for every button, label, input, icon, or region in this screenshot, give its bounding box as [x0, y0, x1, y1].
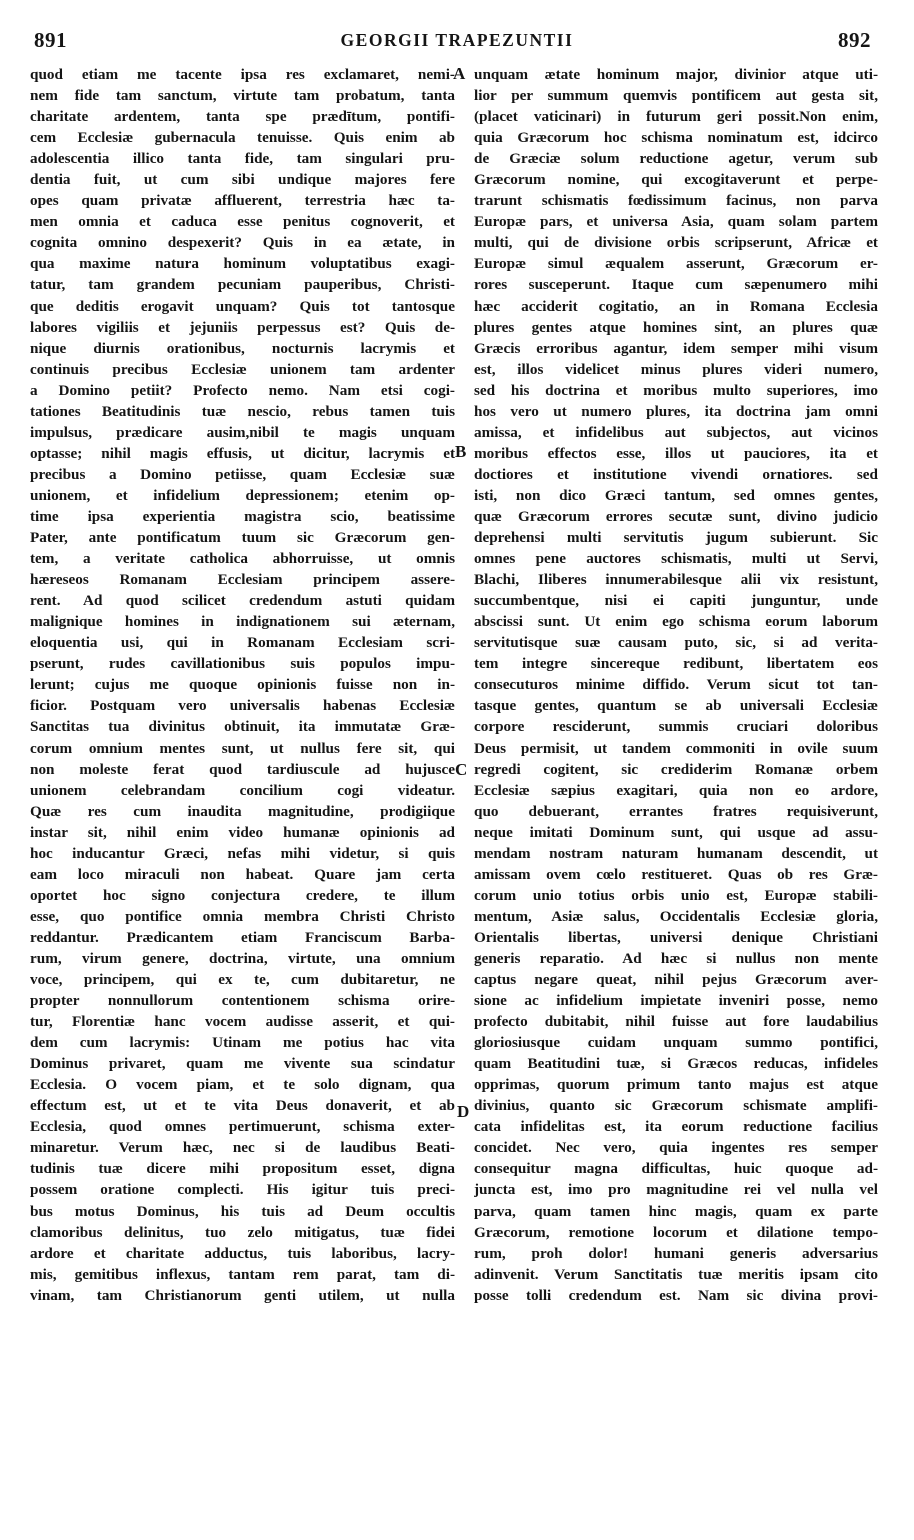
text-line: generis reparatio. Ad hæc si nullus non mente	[474, 949, 878, 967]
text-line: pserunt, rudes cavillationibus suis populos impu-	[30, 655, 455, 673]
text-line: cata infidelitas est, ita eorum reductione facilius	[474, 1118, 878, 1136]
text-line: reddantur. Prædicantem etiam Franciscum Barba-	[30, 928, 455, 946]
text-line: esse, quo pontifice omnia membra Christi Christo	[30, 907, 455, 925]
text-line: corum unio totius orbis unio est, Europæ stabili-	[474, 886, 878, 904]
text-line: plures gentes atque homines sint, an plures quæ	[474, 318, 878, 336]
text-line: optasse; nihil magis effusis, ut dicitur, lacrymis et	[30, 444, 455, 462]
text-line: a Domino petiit? Profecto nemo. Nam etsi cogi-	[30, 381, 455, 399]
text-line: est, illos videlicet minus plures videri numero,	[474, 360, 878, 378]
text-line: Quæ res cum inaudita magnitudine, prodigiique	[30, 802, 455, 820]
text-line: tur, Florentiæ hanc vocem audisse asserit, et qui-	[30, 1013, 455, 1031]
text-line: dentia fuit, ut cum sibi undique majores fere	[30, 171, 455, 189]
text-line: neque imitati Dominum sunt, qui usque ad assu-	[474, 823, 878, 841]
text-line: juncta est, imo pro magnitudine rei vel nulla vel	[474, 1181, 878, 1199]
text-line: regredi cogitent, sic crediderim Romanæ orbem	[474, 760, 878, 778]
text-line: trarunt schismatis fœdissimum facinus, non parva	[474, 192, 878, 210]
text-line: quo debuerant, errantes fratres requisiverunt,	[474, 802, 878, 820]
text-line: omnes pene auctores schismatis, multi ut Servi,	[474, 550, 878, 568]
text-line: sione ac infidelium impietate inveniri posse, nemo	[474, 992, 878, 1010]
text-line: eloquentia usi, qui in Romanam Ecclesiam scri-	[30, 634, 455, 652]
text-line: quam Beatitudini tuæ, si Græcos reducas, infideles	[474, 1055, 878, 1073]
text-line: hoc inducantur Græci, nefas mihi videtur, si quis	[30, 844, 455, 862]
text-line: quæ Græcorum errores secutæ sunt, divino judicio	[474, 507, 878, 525]
text-line: charitate ardentem, tanta spe prædītum, pontifi-	[30, 108, 455, 126]
text-line: instar sit, nihil enim video humanæ opinionis ad	[30, 823, 455, 841]
text-line: moribus effectos esse, illos ut pauciores, ita et	[474, 444, 878, 462]
text-line: rum, proh dolor! humani generis adversarius	[474, 1244, 878, 1262]
text-line: bus motus Dominus, his tuis ad Deum occultis	[30, 1202, 455, 1220]
text-line: Græcorum nomine, qui excogitaverunt et perpe-	[474, 171, 878, 189]
text-line: opes quam privatæ affluerent, terrestria hæc ta-	[30, 192, 455, 210]
text-line: adinvenit. Verum Sanctitatis tuæ meritis ipsam cito	[474, 1265, 878, 1283]
text-line: multi, qui de divisione orbis scripserunt, Africæ et	[474, 234, 878, 252]
text-line: ardore et charitate adductus, tuis laboribus, lacry-	[30, 1244, 455, 1262]
text-line: cem Ecclesiæ gubernacula tenuisse. Quis enim ab	[30, 129, 455, 147]
text-line: effectum est, ut et te vita Deus donaverit, et ab	[30, 1097, 455, 1115]
section-marker-c: C	[455, 760, 468, 779]
text-line: Orientalis libertas, universi denique Christiani	[474, 928, 878, 946]
text-line: de Græciæ solum reductione agetur, verum sub	[474, 150, 878, 168]
text-line: Blachi, Iliberes innumerabilesque alii vix resistunt,	[474, 571, 878, 589]
text-line: unionem, et infidelium depressionem; etenim op-	[30, 486, 455, 504]
text-line: hos vero ut numero plures, ita doctrina jam omni	[474, 402, 878, 420]
text-line: lior per summum quemvis pontificem aut gesta sit,	[474, 87, 878, 105]
text-line: vinam, tam Christianorum genti utilem, ut nulla	[30, 1286, 455, 1304]
text-line: rent. Ad quod scilicet credendum astuti quidam	[30, 592, 455, 610]
text-line: impulsus, prædicare ausim,nibil te magis unquam	[30, 423, 455, 441]
running-title: GEORGII TRAPEZUNTII	[340, 30, 574, 50]
section-marker-b: B	[455, 442, 467, 461]
section-marker-d: D	[457, 1102, 470, 1121]
text-line: lerunt; cujus me quoque opinionis fuisse non in-	[30, 676, 455, 694]
page-number-right: 892	[838, 28, 871, 52]
text-line: eam loco miraculi non habeat. Quare jam certa	[30, 865, 455, 883]
text-line: adolescentia illico tanta fide, tam singulari pru-	[30, 150, 455, 168]
text-line: dem cum lacrymis: Utinam me potius hac vita	[30, 1034, 455, 1052]
text-line: sed his doctrina et moribus multo superiores, imo	[474, 381, 878, 399]
text-line: hæc acciderit cogitatio, an in Romana Ecclesia	[474, 297, 878, 315]
text-line: profecto dubitabit, nihil fuisse aut fore laudabilius	[474, 1013, 878, 1031]
text-line: tatur, tam grandem pecuniam pauperibus, Christi-	[30, 276, 455, 294]
page-header	[0, 28, 914, 62]
text-line: rum, virum genere, doctrina, virtute, una omnium	[30, 949, 455, 967]
text-line: parva, quam tamen hinc magis, quam ex parte	[474, 1202, 878, 1220]
text-line: qua maxime natura hominum voluptatibus exagi-	[30, 255, 455, 273]
text-line: unionem celebrandam concilium cogi videatur.	[30, 781, 455, 799]
text-line: consequitur magna difficultas, huic quoque ad-	[474, 1160, 878, 1178]
text-line: corpore resciderunt, summis cruciari doloribus	[474, 718, 878, 736]
text-line: isti, non dico Græci tantum, sed omnes gentes,	[474, 486, 878, 504]
text-line: divinius, quanto sic Græcorum schismate amplifi-	[474, 1097, 878, 1115]
text-line: Deus permisit, ut tandem commoniti in ovile suum	[474, 739, 878, 757]
text-line: precibus a Domino petiisse, quam Ecclesiæ suæ	[30, 465, 455, 483]
text-line: tem, a veritate catholica abhorruisse, ut omnis	[30, 550, 455, 568]
text-line: rores susceperunt. Itaque cum sæpenumero mihi	[474, 276, 878, 294]
text-line: Europæ simul æqualem asserunt, Græcorum er-	[474, 255, 878, 273]
section-marker-a: A	[453, 64, 466, 83]
text-line: Europæ pars, et universa Asia, quam solam partem	[474, 213, 878, 231]
text-line: abscissi sunt. Ut enim ego schisma eorum laborum	[474, 613, 878, 631]
text-line: continuis precibus Ecclesiæ unionem tam ardenter	[30, 360, 455, 378]
text-line: posse tolli credendum est. Nam sic divina provi-	[474, 1286, 878, 1304]
text-line: Pater, ante pontificatum tuum sic Græcorum gen-	[30, 529, 455, 547]
text-line: captus negare queat, nihil pejus Græcorum aver-	[474, 971, 878, 989]
text-line: non moleste ferat quod tardiuscule ad hujusce	[30, 760, 455, 778]
text-line: Dominus privaret, quam me vivente sua scindatur	[30, 1055, 455, 1073]
text-line: quia Græcorum hoc schisma nominatum est, idcirco	[474, 129, 878, 147]
left-column	[30, 64, 455, 1306]
text-line: time ipsa experientia magistra scio, beatissime	[30, 507, 455, 525]
text-line: cognita omnino despexerit? Quis in ea ætate, in	[30, 234, 455, 252]
text-line: mentum, Asiæ salus, Occidentalis Ecclesiæ gloria,	[474, 907, 878, 925]
text-line: Ecclesia, quod omnes pertimuerunt, schisma exter-	[30, 1118, 455, 1136]
text-line: men omnia et caduca esse penitus cognoverit, et	[30, 213, 455, 231]
text-line: gloriosiusque cuidam unquam summo pontifici,	[474, 1034, 878, 1052]
text-line: oportet hoc signo conjectura credere, te illum	[30, 886, 455, 904]
text-line: deprehensi multi servitutis jugum subierunt. Sic	[474, 529, 878, 547]
text-line: consecuturos minime diffido. Verum sicut tot tan-	[474, 676, 878, 694]
text-line: unquam ætate hominum major, divinior atque uti-	[474, 66, 878, 83]
text-line: amissam ovem cœlo restitueret. Quas ob res Græ-	[474, 865, 878, 883]
text-line: mis, gemitibus inflexus, tantam rem parat, tam di-	[30, 1265, 455, 1283]
right-column	[474, 64, 878, 1306]
text-line: Sanctitas tua divinitus obtinuit, ita immutatæ Græ-	[30, 718, 455, 736]
text-line: Ecclesiæ sæpius exagitari, quia non eo ardore,	[474, 781, 878, 799]
text-line: voce, principem, qui ex te, cum dubitaretur, ne	[30, 971, 455, 989]
text-line: doctiores et institutione vivendi ornatiores. sed	[474, 465, 878, 483]
text-line: possem oratione complecti. His igitur tuis preci-	[30, 1181, 455, 1199]
text-line: opprimas, quorum primum tanto majus est atque	[474, 1076, 878, 1094]
text-line: labores vigiliis et jejuniis perpessus est? Quis de-	[30, 318, 455, 336]
text-line: clamoribus delinitus, tuo zelo mitigatus, tuæ fidei	[30, 1223, 455, 1241]
text-line: minaretur. Verum hæc, nec si de laudibus Beati-	[30, 1139, 455, 1157]
text-line: hæreseos Romanam Ecclesiam principem assere-	[30, 571, 455, 589]
page-number-left: 891	[34, 28, 67, 52]
text-line: Ecclesia. O vocem piam, et te solo dignam, qua	[30, 1076, 455, 1094]
text-line: succumbentque, nisi ei capiti junguntur, unde	[474, 592, 878, 610]
text-line: ficior. Postquam vero universalis habenas Ecclesiæ	[30, 697, 455, 715]
text-line: quod etiam me tacente ipsa res exclamaret, nemi-	[30, 66, 455, 83]
text-line: Græcis erroribus agantur, idem semper mihi visum	[474, 339, 878, 357]
text-line: que deditis erogavit unquam? Quis tot tantosque	[30, 297, 455, 315]
text-line: malignique homines in indignationem sui æternam,	[30, 613, 455, 631]
text-line: servitutisque suæ causam puto, sic, si ad verita-	[474, 634, 878, 652]
text-line: nem fide tam sanctum, virtute tam probatum, tanta	[30, 87, 455, 105]
text-line: tationes Beatitudinis tuæ nescio, rebus tamen tuis	[30, 402, 455, 420]
text-line: (placet vaticinari) in futurum geri possit.Non enim,	[474, 108, 878, 126]
text-line: amissa, et infidelibus aut subjectos, aut vicinos	[474, 423, 878, 441]
text-line: propter nonnullorum contentionem schisma orire-	[30, 992, 455, 1010]
text-line: Græcorum, remotione locorum et dilatione tempo-	[474, 1223, 878, 1241]
text-line: tudinis tuæ dicere mihi propositum esset, digna	[30, 1160, 455, 1178]
text-line: mendam nostram naturam humanam descendit, ut	[474, 844, 878, 862]
text-line: tem integre sincereque redibunt, libertatem eos	[474, 655, 878, 673]
text-line: corum omnium mentes sunt, ut nullus fere sit, qui	[30, 739, 455, 757]
text-line: tasque gentes, quantum se ab universali Ecclesiæ	[474, 697, 878, 715]
text-line: concidet. Nec vero, quia ingentes res semper	[474, 1139, 878, 1157]
text-line: nique diurnis orationibus, nocturnis lacrymis et	[30, 339, 455, 357]
